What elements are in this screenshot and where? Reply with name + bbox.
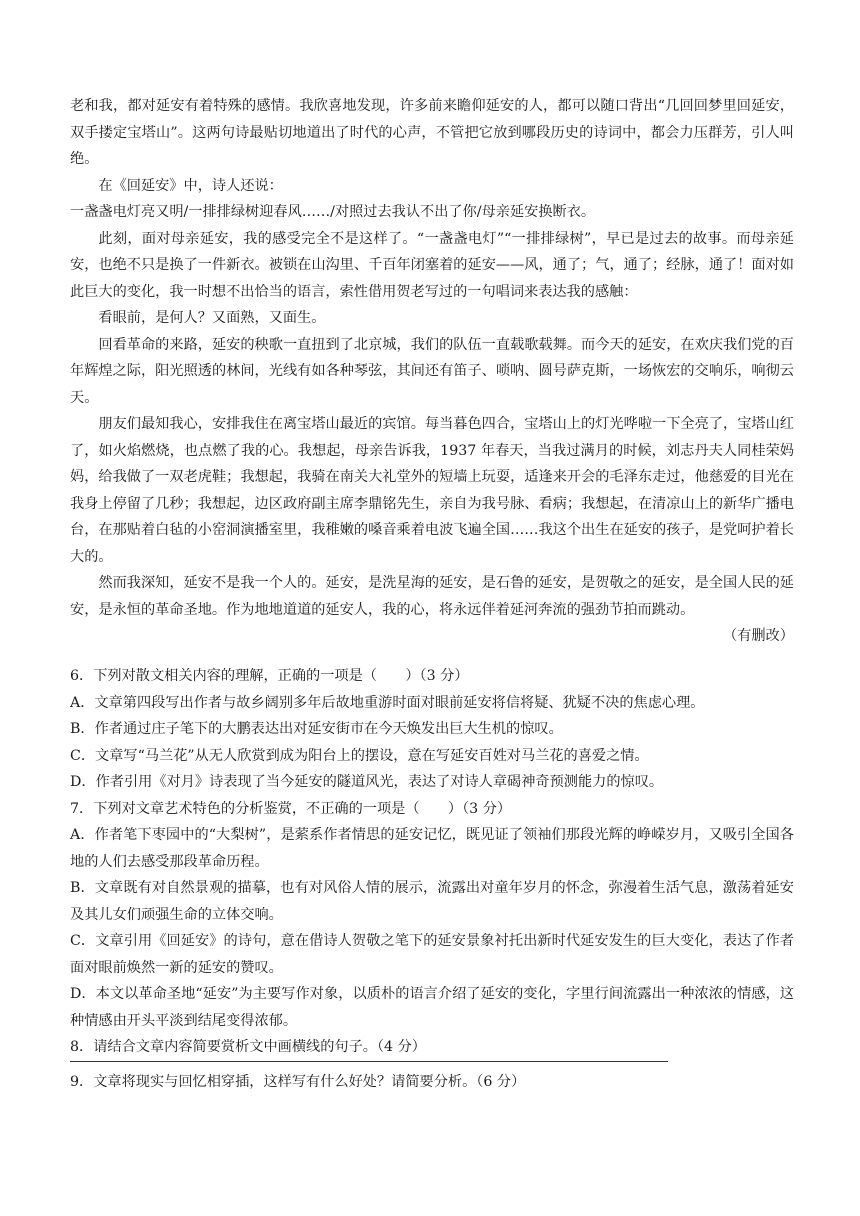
question-6-option-b: B．作者通过庄子笔下的大鹏表达出对延安街市在今天焕发出巨大生机的惊叹。 [70, 721, 563, 737]
paragraph-7: 然而我深知，延安不是我一个人的。延安，是洗星海的延安，是石鲁的延安，是贺敬之的延安，是全国人民的延安，是永恒的革命圣地。作为地地道道的延安人，我的心，将永远伴着延河奔流的强劲节拍而跳动。 [70, 575, 794, 618]
question-6-option-c: C．文章写“马兰花”从无人欣赏到成为阳台上的摆设，意在写延安百姓对马兰花的喜爱之情。 [70, 747, 649, 764]
question-8-stem: 8．请结合文章内容简要赏析文中画横线的句子。（4 分） [70, 1039, 426, 1055]
question-6-option-a: A．文章第四段写出作者与故乡阔别多年后故地重游时面对眼前延安将信将疑、犹疑不决的焦虑心理。 [70, 694, 705, 711]
question-7-option-d: D．本文以革命圣地“延安”为主要写作对象，以质朴的语言介绍了延安的变化，字里行间流露出一种浓浓的情感，这种情感由开头平淡到结尾变得浓郁。 [70, 986, 794, 1029]
poem-quote: 一盏盏电灯亮又明/一排排绿树迎春风……/对照过去我认不出了你/母亲延安换断衣。 [70, 204, 596, 220]
question-7-stem: 7．下列对文章艺术特色的分析鉴赏，不正确的一项是（ ）（3 分） [70, 800, 512, 817]
paragraph-3: 此刻，面对母亲延安，我的感受完全不是这样了。“一盏盏电灯”“一排排绿树”，早已是过去的故事。而母亲延安，也绝不只是换了一件新衣。被锁在山沟里、千百年闭塞着的延安——风，通了；气，通了；经脉，通了！面对如此巨大的变化，我一时想不出恰当的语言，索性借用贺老写过的一句唱词来表达我的感触： [70, 230, 794, 300]
question-6-stem: 6．下列对散文相关内容的理解，正确的一项是（ ）（3 分） [70, 668, 469, 684]
questions [70, 663, 794, 1061]
paragraph-6: 朋友们最知我心，安排我住在离宝塔山最近的宾馆。每当暮色四合，宝塔山上的灯光哗啦一下全亮了，宝塔山红了，如火焰燃烧，也点燃了我的心。我想起，母亲告诉我，1937 年春天，当我过满月的时候，刘志丹夫人同桂荣妈妈，给我做了一双老虎鞋；我想起，我骑在南关大礼堂外的短墙上玩耍，适逢来开会的毛泽东走过，他慈爱的目光在我身上停留了几秒；我想起，边区政府副主席李鼎铭先生，亲自为我号脉、看病；我想起，在清凉山上的新华广播电台，在那贴着白毡的小窑洞演播室里，我稚嫩的嗓音乘着电波飞遍全国……我这个出生在延安的孩子，是党呵护着长大的。 [70, 416, 794, 565]
paragraph-4: 看眼前，是何人？又面熟，又面生。 [98, 310, 326, 326]
question-7-option-c: C．文章引用《回延安》的诗句，意在借诗人贺敬之笔下的延安景象衬托出新时代延安发生的巨大变化，表达了作者面对眼前焕然一新的延安的赞叹。 [70, 933, 794, 976]
paragraph-0: 老和我，都对延安有着特殊的感情。我欣喜地发现，许多前来瞻仰延安的人，都可以随口背出“几回回梦里回延安，双手搂定宝塔山”。这两句诗最贴切地道出了时代的心声，不管把它放到哪段历史的诗词中，都会力压群芳，引人叫绝。 [70, 98, 794, 167]
question-7-option-b: B．文章既有对自然景观的描摹，也有对风俗人情的展示，流露出对童年岁月的怀念，弥漫着生活气息，激荡着延安及其儿女们顽强生命的立体交响。 [70, 880, 794, 923]
question-6-option-d: D．作者引用《对月》诗表现了当今延安的隧道风光，表达了对诗人章碣神奇预测能力的惊叹。 [70, 774, 664, 790]
source-note: （有删改） [723, 628, 794, 644]
passage [70, 93, 794, 650]
question-7-option-a: A．作者笔下枣园中的“大梨树”，是萦系作者情思的延安记忆，既见证了领袖们那段光辉的峥嵘岁月，又吸引全国各地的人们去感受那段革命历程。 [70, 827, 794, 870]
question-9-stem: 9．文章将现实与回忆相穿插，这样写有什么好处？请简要分析。（6 分） [70, 1074, 526, 1090]
question-9 [70, 1069, 794, 1096]
paragraph-1: 在《回延安》中，诗人还说： [98, 177, 283, 194]
answer-line[interactable] [70, 1061, 668, 1062]
paragraph-5: 回看革命的来路，延安的秧歌一直扭到了北京城，我们的队伍一直载歌载舞。而今天的延安，在欢庆我们党的百年辉煌之际，阳光照透的林间，光线有如各种琴弦，其间还有笛子、唢呐、圆号萨克斯，一场恢宏的交响乐，响彻云天。 [70, 336, 794, 406]
